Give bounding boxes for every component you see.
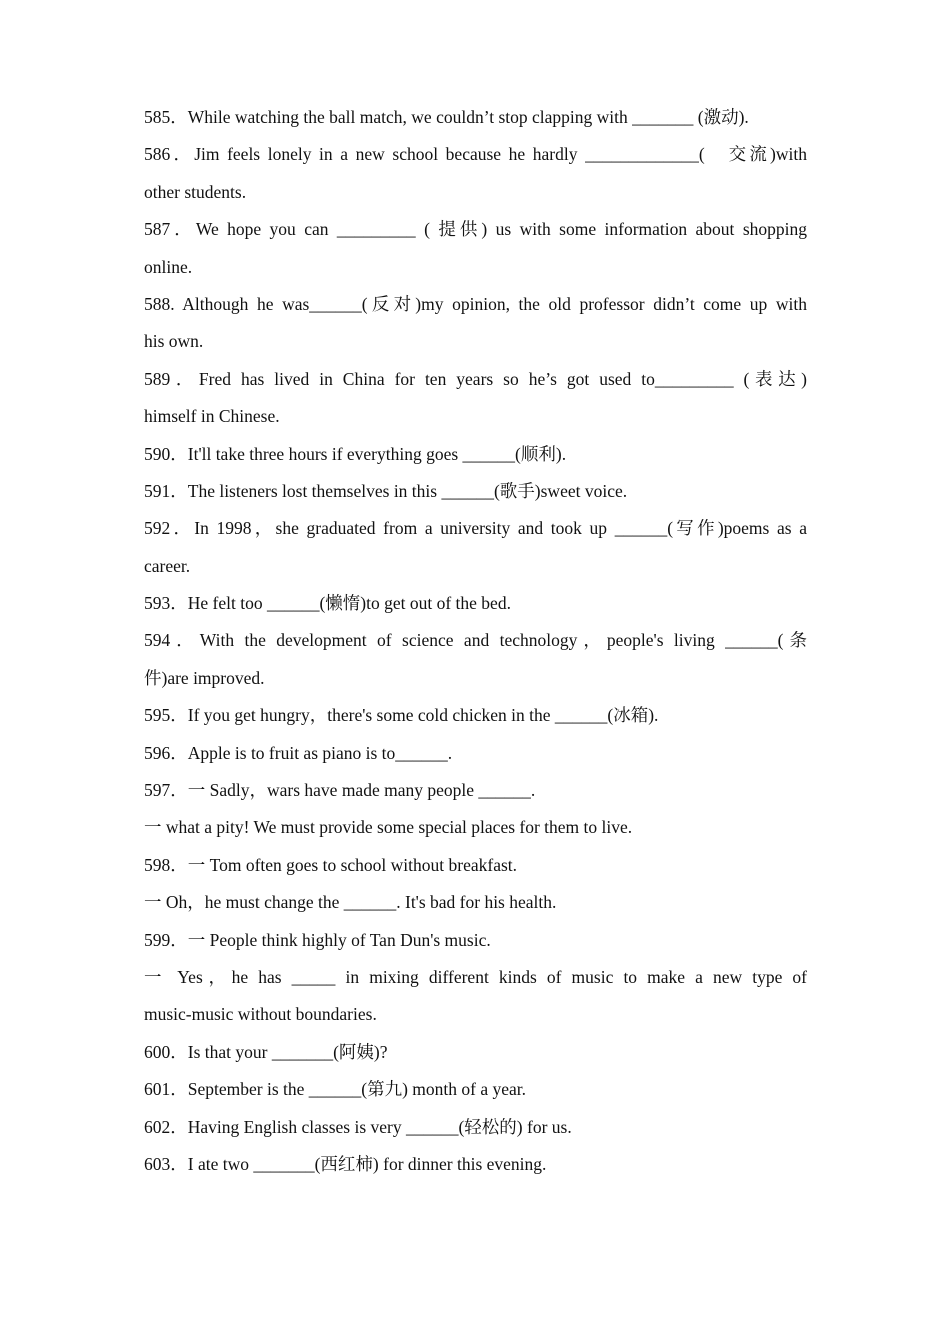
question-598-reply: 一 Oh，he must change the ______. It's bad for his health. <box>144 892 557 913</box>
question-595: 595．If you get hungry，there's some cold chicken in the ______(冰箱). <box>144 705 659 726</box>
exercise-list <box>144 99 807 1183</box>
question-586: 586．Jim feels lonely in a new school because he hardly _____________( 交流)with <box>144 144 807 165</box>
question-599-continued: music-music without boundaries. <box>144 1004 377 1025</box>
question-586-continued: other students. <box>144 181 247 202</box>
question-603: 603．I ate two _______(西红柿) for dinner this evening. <box>144 1153 547 1174</box>
question-585: 585．While watching the ball match, we couldn’t stop clapping with _______ (激动). <box>144 107 749 127</box>
question-588: 588. Although he was______(反对)my opinion, the old professor didn’t come up with <box>144 293 807 314</box>
question-594-continued: 件)are improved. <box>144 667 265 688</box>
question-588-continued: his own. <box>144 331 204 352</box>
question-597: 597．一 Sadly，wars have made many people ______. <box>144 780 536 801</box>
question-594: 594．With the development of science and technology，people's living ______(条 <box>144 630 807 651</box>
question-590: 590．It'll take three hours if everything goes ______(顺利). <box>144 443 567 464</box>
question-597-reply: 一 what a pity! We must provide some special places for them to live. <box>144 817 633 838</box>
question-593: 593．He felt too ______(懒惰)to get out of the bed. <box>144 593 511 614</box>
question-591: 591．The listeners lost themselves in this ______(歌手)sweet voice. <box>144 480 628 501</box>
question-596: 596．Apple is to fruit as piano is to______. <box>144 742 453 763</box>
question-602: 602．Having English classes is very ______(轻松的) for us. <box>144 1116 572 1137</box>
question-599-reply: 一 Yes，he has _____ in mixing different kinds of music to make a new type of <box>144 966 807 987</box>
question-592-continued: career. <box>144 555 191 576</box>
question-589-continued: himself in Chinese. <box>144 406 280 427</box>
question-589: 589．Fred has lived in China for ten years so he’s got used to_________ (表达) <box>144 368 807 389</box>
question-587-continued: online. <box>144 256 193 277</box>
question-599: 599．一 People think highly of Tan Dun's music. <box>144 929 491 950</box>
question-598: 598．一 Tom often goes to school without breakfast. <box>144 854 518 875</box>
question-601: 601．September is the ______(第九) month of a year. <box>144 1079 527 1100</box>
question-587: 587．We hope you can _________ ( 提供) us with some information about shopping <box>144 219 807 240</box>
question-592: 592．In 1998，she graduated from a university and took up ______(写作)poems as a <box>144 518 807 539</box>
question-600: 600．Is that your _______(阿姨)? <box>144 1041 388 1062</box>
